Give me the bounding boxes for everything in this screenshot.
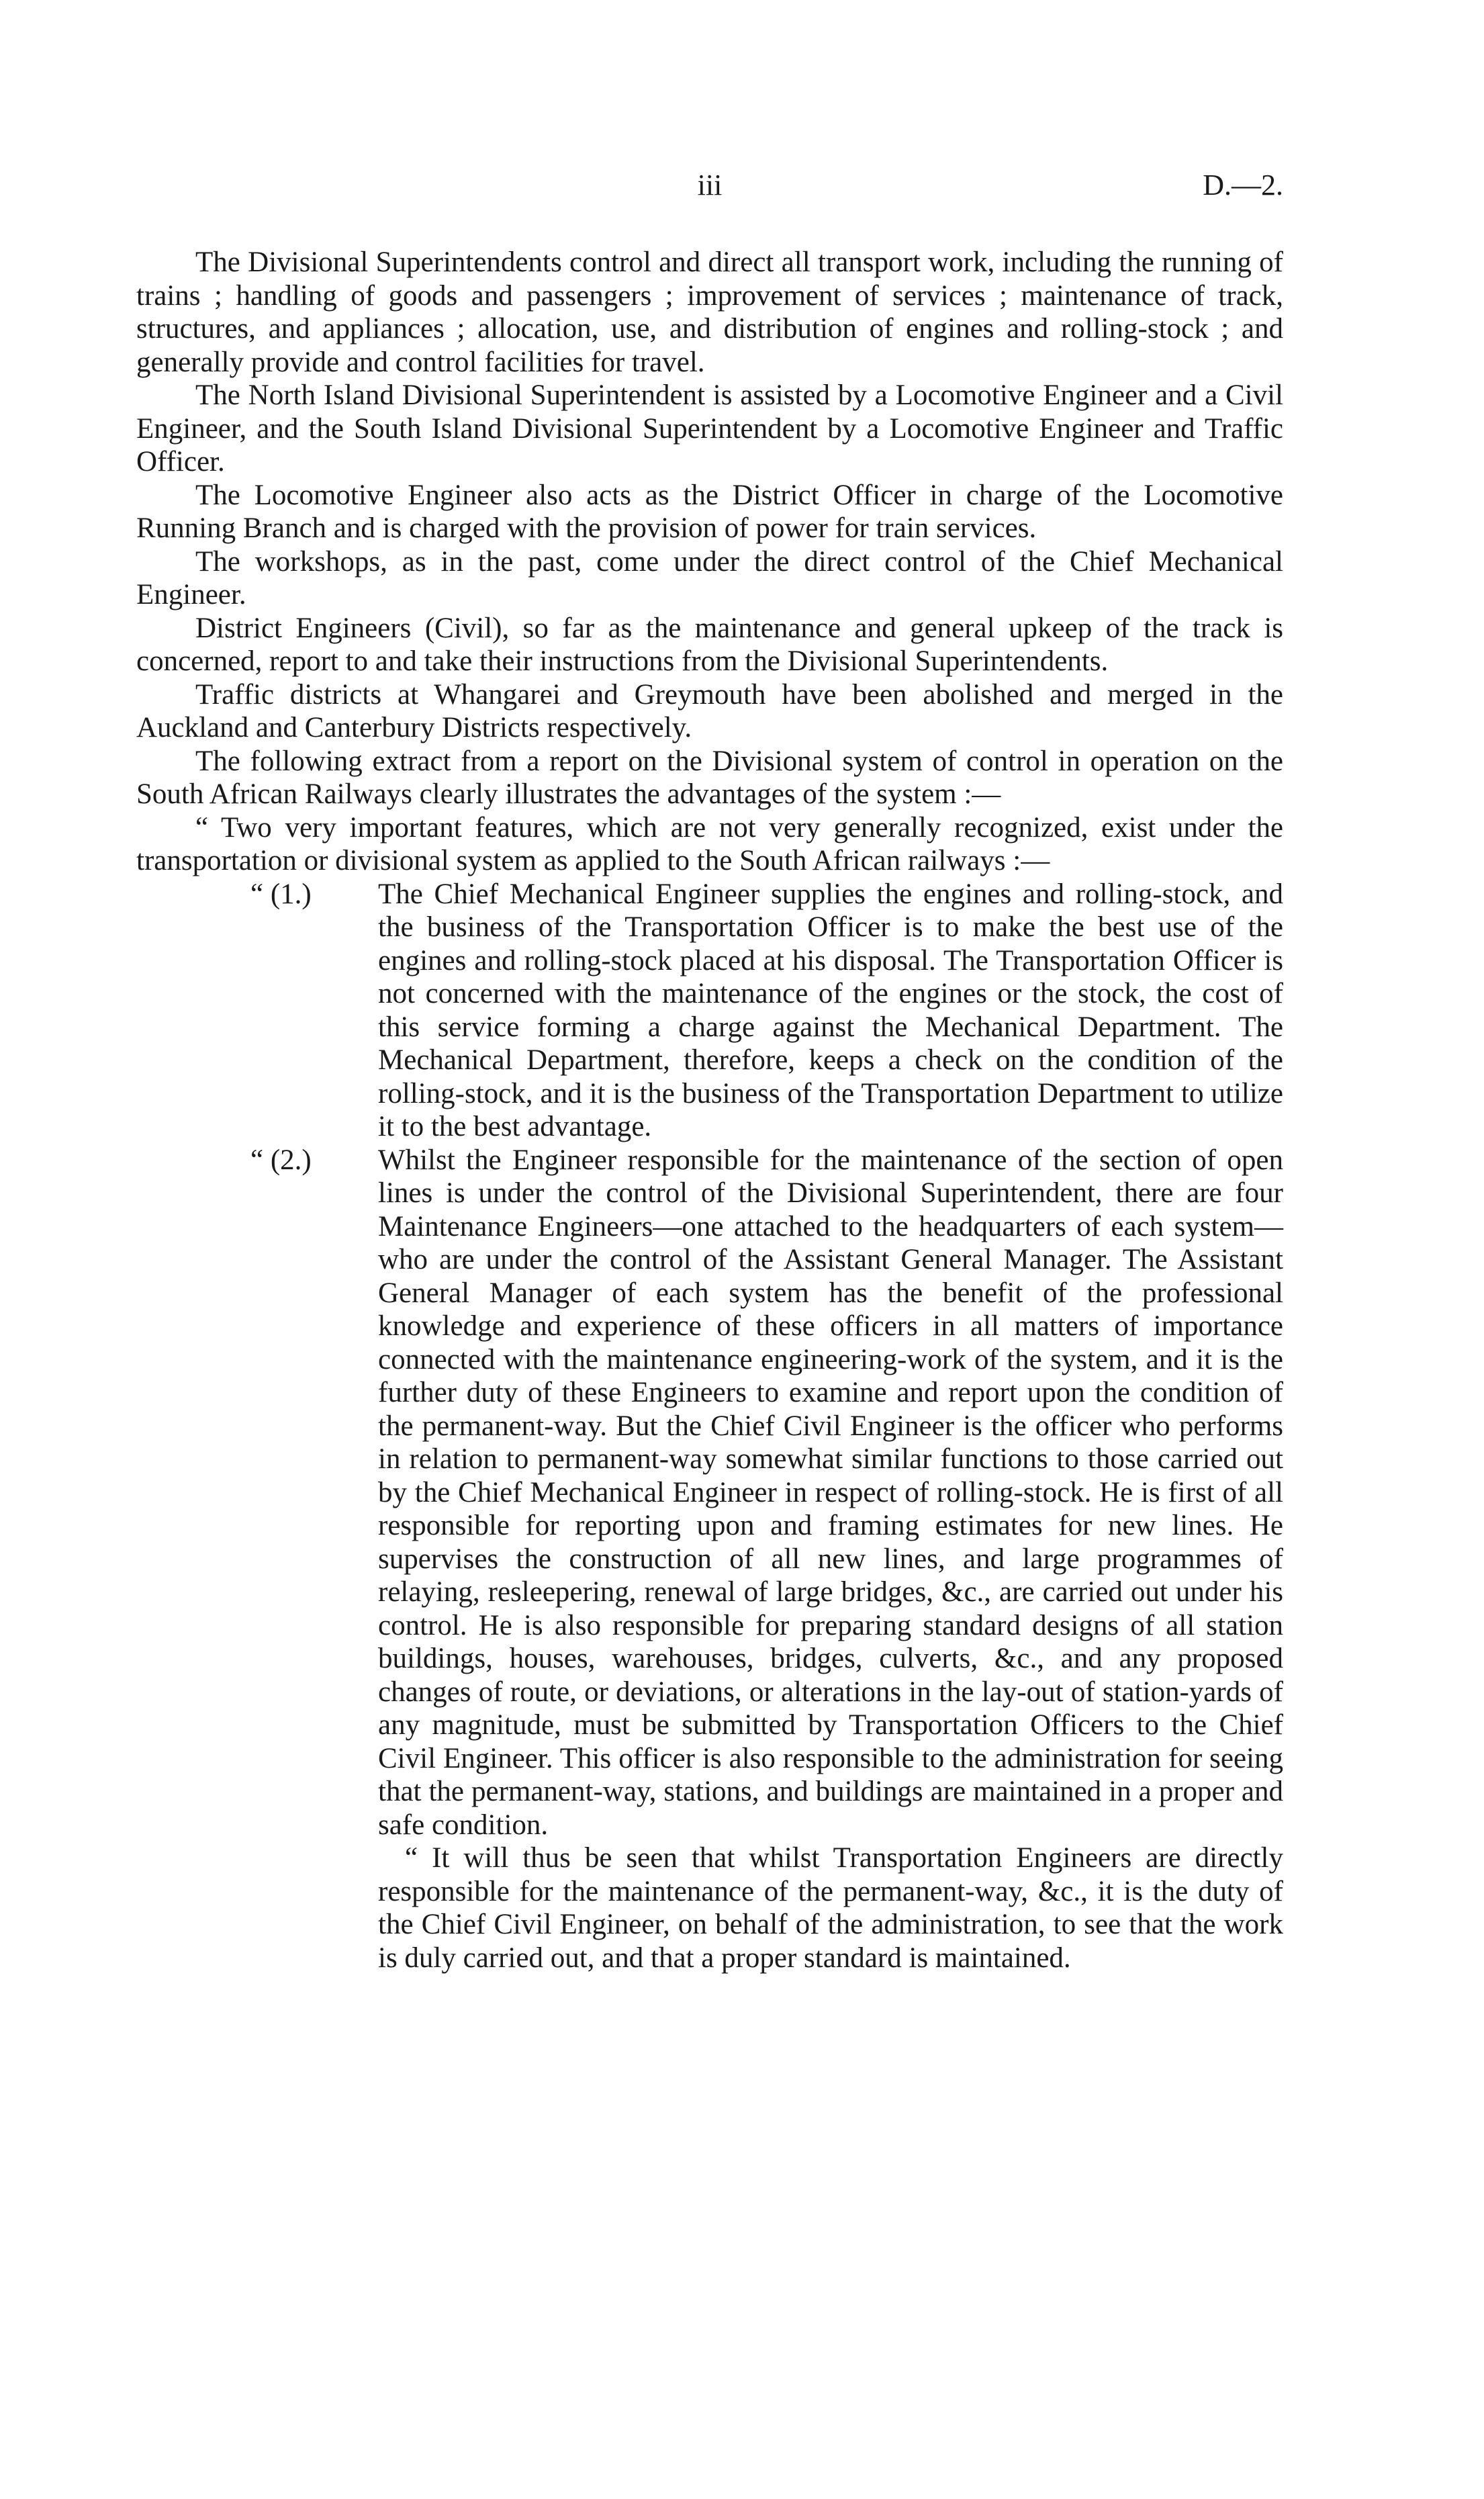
quoted-item: [136, 878, 1283, 1144]
paragraph: The following extract from a report on the Divisional system of control in operation on the South African Railways clearly illustrates the advantages of the system :—: [136, 745, 1283, 810]
item-marker: “ (2.): [250, 1144, 312, 1176]
paragraph: The North Island Divisional Superintendent is assisted by a Locomotive Engineer and a Civil Engineer, and the South Island Divisional Superintendent by a Locomotive Engineer and Traffic Officer.: [136, 379, 1283, 478]
body-text: [136, 246, 1283, 1974]
document-page: [136, 168, 1283, 1974]
paragraph: Traffic districts at Whangarei and Greymouth have been abolished and merged in the Auckland and Canterbury Districts respectively.: [136, 678, 1283, 743]
paragraph: The Divisional Superintendents control and direct all transport work, including the running of trains ; handling of goods and passengers ; improvement of services ; maintenance of track, structures, and appliances ; allocation, use, and distribution of engines and rolling-stock ; and generally provide and control facilities for travel.: [136, 246, 1283, 378]
item-text: The Chief Mechanical Engineer supplies the engines and rolling-stock, and the business of the Transportation Officer is to make the best use of the engines and rolling-stock placed at his disposal. The Transportation Officer is not concerned with the maintenance of the engines or the stock, the cost of this service forming a charge against the Mechanical Department. The Mechanical Department, therefore, keeps a check on the condition of the rolling-stock, and it is the business of the Transportation Department to utilize it to the best advantage.: [378, 878, 1283, 1142]
item-text: Whilst the Engineer responsible for the maintenance of the section of open lines is under the control of the Divisional Superintendent, there are four Maintenance Engineers—one attached to the headquarters of each system—who are under the control of the Assistant General Manager. The Assistant General Manager of each system has the benefit of the professional knowledge and experience of these officers in all matters of importance connected with the maintenance engineering-work of the system, and it is the further duty of these Engineers to examine and report upon the condition of the permanent-way. But the Chief Civil Engineer is the officer who performs in relation to permanent-way somewhat similar functions to those carried out by the Chief Mechanical Engineer in respect of rolling-stock. He is first of all responsible for reporting upon and framing estimates for new lines. He supervises the construction of all new lines, and large programmes of relaying, resleepering, renewal of large bridges, &c., are carried out under his control. He is also responsible for preparing standard designs of all station buildings, houses, warehouses, bridges, culverts, &c., and any proposed changes of route, or deviations, or alterations in the lay-out of station-yards of any magnitude, must be submitted by Transportation Officers to the Chief Civil Engineer. This officer is also responsible to the administration for seeing that the permanent-way, stations, and buildings are maintained in a proper and safe condition.: [378, 1144, 1283, 1841]
paragraph: “ Two very important features, which are not very generally recognized, exist under the transportation or divisional system as applied to the South African railways :—: [136, 811, 1283, 876]
paragraph: The Locomotive Engineer also acts as the District Officer in charge of the Locomotive Running Branch and is charged with the provision of power for train services.: [136, 479, 1283, 544]
closing-paragraph: “ It will thus be seen that whilst Transportation Engineers are directly responsible for the maintenance of the permanent-way, &c., it is the duty of the Chief Civil Engineer, on behalf of the administration, to see that the work is duly carried out, and that a proper standard is maintained.: [378, 1842, 1283, 1974]
paragraph: District Engineers (Civil), so far as the maintenance and general upkeep of the track is concerned, report to and take their instructions from the Divisional Superintendents.: [136, 612, 1283, 677]
item-marker: “ (1.): [250, 878, 312, 910]
paragraph: The workshops, as in the past, come under the direct control of the Chief Mechanical Engineer.: [136, 545, 1283, 610]
page-number: iii: [697, 169, 723, 201]
document-reference: D.—2.: [1203, 169, 1283, 201]
quoted-item: [136, 1144, 1283, 1842]
page-header: [136, 168, 1283, 215]
